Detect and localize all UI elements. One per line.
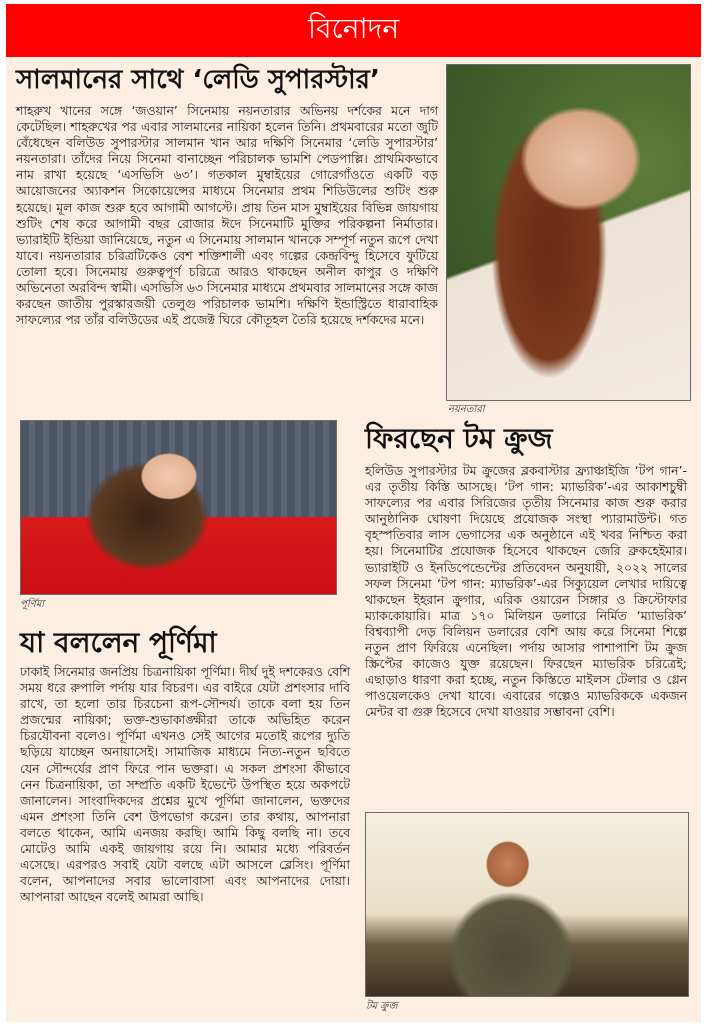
caption-purnima: পূর্ণিমা	[20, 599, 45, 610]
caption-tom-cruise: টম ক্রুজ	[366, 1001, 398, 1012]
photo-tom-cruise	[365, 812, 689, 997]
article-body-tom-cruise: হলিউড সুপারস্টার টম ক্রুজের ব্লকবাস্টার ফ্র্যাঞ্চাইজি ‘টপ গান’-এর তৃতীয় কিস্তি আসছে। ‘টপ গান: ম্যাভরিক’-এর আকাশচুম্বী সাফল্যের পর এবার সিরিজের তৃতীয় সিনেমার কাজ শুরু করার আনুষ্ঠানিক ঘোষণা দিয়েছে প্রযোজক সংস্থা প্যারামাউন্ট। গত বৃহস্পতিবার লাস ভেগাসের এক অনুষ্ঠানে এই খবর নিশ্চিত করা হয়। সিনেমাটির প্রযোজক হিসেবে থাকছেন জেরি ব্রুকহেইমার। ভ্যারাইটি ও ইনডিপেন্ডেন্টের প্রতিবেদন অনুযায়ী, ২০২২ সালের সফল সিনেমা ‘টপ গান: ম্যাভরিক’-এর সিক্যুয়েল লেখার দায়িত্বে থাকছেন ইহরান ক্রুগার, এরিক ওয়ারেন সিঙ্গার ও ক্রিস্টোফার ম্যাককোয়ারি। মাত্র ১৭০ মিলিয়ন ডলারে নির্মিত ‘ম্যাভরিক’ বিশ্বব্যাপী দেড় বিলিয়ন ডলারের বেশি আয় করে সিনেমা শিল্পে নতুন প্রাণ ফিরিয়ে এনেছিল। পর্দায় আসার পাশাপাশি টম ক্রুজ স্ক্রিপ্টের কাজেও যুক্ত রয়েছেন। ফিরছেন ম্যাভরিক চরিত্রেই; এছাড়াও ধারণা করা হচ্ছে, নতুন কিস্তিতে মাইলস টেলার ও গ্লেন পাওয়েলকেও দেখা যাবে। এবারের গল্পেও ম্যাভরিককে একজন মেন্টর বা গুরু হিসেবে দেখা যাওয়ার সম্ভাবনা বেশি।	[365, 463, 687, 720]
headline-purnima: যা বললেন পূর্ণিমা	[20, 626, 217, 659]
section-title: বিনোদন	[307, 12, 400, 45]
photo-nayanthara	[446, 64, 691, 401]
section-banner	[6, 4, 701, 57]
photo-purnima	[20, 420, 337, 595]
headline-salman: সালমানের সাথে ‘লেডি সুপারস্টার’	[16, 65, 380, 95]
caption-nayanthara: নয়নতারা	[448, 404, 485, 415]
article-body-purnima: ঢাকাই সিনেমার জনপ্রিয় চিত্রনায়িকা পূর্ণিমা। দীর্ঘ দুই দশকেরও বেশি সময় ধরে রুপালি পর্দায় যার বিচরণ। এর বাইরে যেটা প্রশংসার দাবি রাখে, তা হলো তার চিরচেনা রূপ-সৌন্দর্য। তাকে বলা হয় তিন প্রজন্মের নায়িকা; ভক্ত-শুভাকাঙ্ক্ষীরা তাকে অভিহিত করেন চিরযৌবনা বলেও। পূর্ণিমা এখনও সেই আগের মতোই রূপের দ্যুতি ছড়িয়ে যাচ্ছেন অনায়াসেই। সামাজিক মাধ্যমে নিত্য-নতুন ছবিতে যেন সৌন্দর্যের প্রাণ ফিরে পান ভক্তরা। এ সকল প্রশংসা কীভাবে নেন চিত্রনায়িকা, তা সম্প্রতি একটি ইভেন্টে উপস্থিত হয়ে অকপটে জানালেন। সাংবাদিকদের প্রশ্নের মুখে পূর্ণিমা জানালেন, ভক্তদের এমন প্রশংসা তিনি বেশ উপভোগ করেন। তার কথায়, আপনারা বলতে থাকেন, আমি এনজয় করছি। আমি কিছু বলছি না। তবে মোটেও আমি একই জায়গায় রয়ে নি। আমার মধ্যে পরিবর্তন এসেছে। এরপরও সবাই যেটা বলছে এটা আসলে ব্লেসিং। পূর্ণিমা বলেন, আপনাদের সবার ভালোবাসা এবং আপনাদের দোয়া। আপনারা আছেন বলেই আমরা আছি।	[20, 664, 350, 905]
article-body-salman: শাহরুখ খানের সঙ্গে ‘জওয়ান’ সিনেমায় নয়নতারার অভিনয় দর্শকের মনে দাগ কেটেছিল। শাহরুখের পর এবার সালমানের নায়িকা হলেন তিনি। প্রথমবারের মতো জুটি বেঁধেছেন বলিউড সুপারস্টার সালমান খান আর দক্ষিণি সিনেমার ‘লেডি সুপারস্টার’ নয়নতারা। তাঁদের নিয়ে সিনেমা বানাচ্ছেন পরিচালক ভামশি পেডপাল্লি। প্রাথমিকভাবে নাম রাখা হয়েছে ‘এসভিসি ৬৩’। গতকাল মুম্বাইয়ের গোরেগাঁওতে একটি বড় আয়োজনের অ্যাকশন সিকোয়েন্সের মাধ্যমে সিনেমার প্রথম শিডিউলের শুটিং শুরু হয়েছে। মূল কাজ শুরু হবে আগামী আগস্টে। প্রায় তিন মাস মুম্বাইয়ের বিভিন্ন জায়গায় শুটিং শেষ করে আগামী বছর রোজার ঈদে সিনেমাটি মুক্তির পরিকল্পনা নির্মাতার। ভ্যারাইটি ইন্ডিয়া জানিয়েছে, নতুন এ সিনেমায় সালমান খানকে সম্পূর্ণ নতুন রূপে দেখা যাবে। নয়নতারার চরিত্রটিকেও বেশ শক্তিশালী এবং গল্পের কেন্দ্রবিন্দু হিসেবে ফুটিয়ে তোলা হবে। সিনেমায় গুরুত্বপূর্ণ চরিত্রে আরও থাকছেন অনীল কাপুর ও দক্ষিণি অভিনেতা অরবিন্দ স্বামী। এসভিসি ৬৩ সিনেমার মাধ্যমে প্রথমবার সালমানের সঙ্গে কাজ করছেন জাতীয় পুরস্কারজয়ী তেলুগু পরিচালক ভামশি। দক্ষিণি ইন্ডাস্ট্রিতে ধারাবাহিক সাফল্যের পর তাঁর বলিউডের এই প্রজেক্ট ঘিরে কৌতূহল তৈরি হয়েছে দর্শকদের মনে।	[16, 103, 438, 328]
headline-tom-cruise: ফিরছেন টম ক্রুজ	[365, 422, 553, 455]
newspaper-page	[6, 4, 701, 1022]
